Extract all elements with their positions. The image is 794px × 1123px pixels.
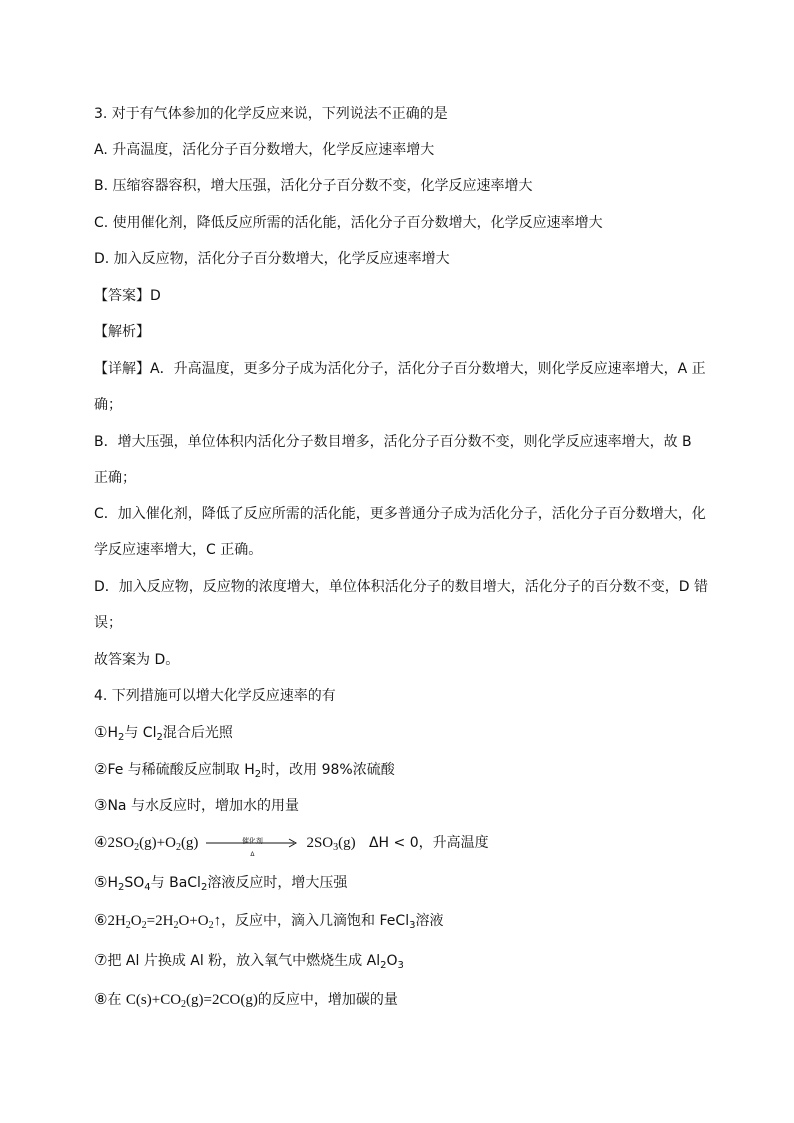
heat-label: Δ: [250, 851, 255, 858]
q4-item-6: [94, 910, 443, 931]
q3-detail-line: 误；: [94, 615, 122, 631]
text: 溶液: [415, 913, 444, 929]
q3-detail-line: 确；: [94, 397, 122, 413]
subscript: 2: [156, 732, 163, 743]
subscript: 2: [117, 882, 125, 893]
q4-stem: 4. 下列措施可以增大化学反应速率的有: [94, 688, 336, 704]
subscript: 3: [409, 920, 416, 931]
text: H: [107, 725, 118, 741]
text: Na 与水反应时，增加水的用量: [107, 798, 299, 814]
equation-rhs: $2SO_3(g)$: [306, 835, 356, 853]
subscript: 2: [200, 882, 208, 893]
text: O: [386, 953, 398, 969]
q3-option-a: A. 升高温度，活化分子百分数增大，化学反应速率增大: [94, 142, 435, 158]
q4-item-3: [94, 795, 299, 816]
text: 时，改用 98%浓硫酸: [261, 762, 395, 778]
text: H: [107, 875, 118, 891]
text: 与 Cl: [124, 725, 157, 741]
item-number: ④: [94, 833, 108, 851]
q3-option-b: B. 压缩容器容积，增大压强，活化分子百分数不变，化学反应速率增大: [94, 178, 533, 194]
subscript: 2: [380, 960, 387, 971]
equation-lhs: $2SO_2(g)+O_2(g)$: [107, 835, 199, 853]
q3-detail-line: 学反应速率增大，C 正确。: [94, 542, 263, 558]
item-number: ②: [94, 760, 108, 778]
catalyst-label: 催化剂: [241, 837, 263, 845]
item-number: ⑧: [94, 990, 108, 1008]
q3-answer: 【答案】D: [94, 288, 161, 304]
q4-item-5: [94, 872, 347, 893]
subscript: 2: [117, 732, 125, 743]
text: 溶液反应时，增大压强: [207, 875, 348, 891]
q3-detail-line: B．增大压强，单位体积内活化分子数目增多，活化分子百分数不变，则化学反应速率增大，故 B: [94, 434, 692, 450]
q3-stem: 3. 对于有气体参加的化学反应来说，下列说法不正确的是: [94, 106, 448, 122]
q3-option-c: C. 使用催化剂，降低反应所需的活化能，活化分子百分数增大，化学反应速率增大: [94, 215, 603, 231]
q3-option-d: D. 加入反应物，活化分子百分数增大，化学反应速率增大: [94, 251, 450, 267]
q4-item-8: [94, 989, 398, 1010]
q3-detail-line: 正确；: [94, 470, 136, 486]
reaction-arrow: [204, 833, 300, 858]
text: 在: [107, 992, 126, 1008]
text: SO: [124, 875, 145, 891]
item-number: ③: [94, 796, 108, 814]
equation: $2H_2O_2=2H_2O+O_2↑$: [107, 913, 222, 931]
q3-detail-line: D．加入反应物，反应物的浓度增大，单位体积活化分子的数目增大，活化分子的百分数不变，D 错: [94, 579, 709, 595]
text: 的反应中，增加碳的量: [257, 992, 398, 1008]
equation: $C(s)+CO_2(g)=2CO(g)$: [125, 992, 258, 1010]
text: Fe 与稀硫酸反应制取 H: [107, 762, 255, 778]
subscript: 2: [254, 769, 262, 780]
text: 与 BaCl: [150, 875, 201, 891]
item-number: ⑦: [94, 951, 108, 969]
enthalpy-condition: ΔH < 0，升高温度: [368, 835, 489, 851]
q4-item-1: [94, 722, 233, 743]
q3-analysis-heading: 【解析】: [94, 324, 150, 340]
item-number: ⑥: [94, 911, 108, 929]
text: 把 Al 片换成 Al 粉，放入氧气中燃烧生成 Al: [107, 953, 381, 969]
q4-item-4: [94, 832, 489, 858]
q3-detail-line: 【详解】A．升高温度，更多分子成为活化分子，活化分子百分数增大，则化学反应速率增大，A 正: [94, 361, 706, 377]
q3-detail-line: C．加入催化剂，降低了反应所需的活化能，更多普通分子成为活化分子，活化分子百分数增大，化: [94, 506, 706, 522]
item-number: ⑤: [94, 873, 108, 891]
subscript: 4: [144, 882, 151, 893]
item-number: ①: [94, 723, 108, 741]
text: ，反应中，滴入几滴饱和 FeCl: [221, 913, 410, 929]
text: 混合后光照: [162, 725, 233, 741]
q3-detail-line: 故答案为 D。: [94, 652, 180, 668]
q4-item-7: [94, 950, 404, 971]
q4-item-2: [94, 759, 395, 780]
subscript: 3: [397, 960, 404, 971]
